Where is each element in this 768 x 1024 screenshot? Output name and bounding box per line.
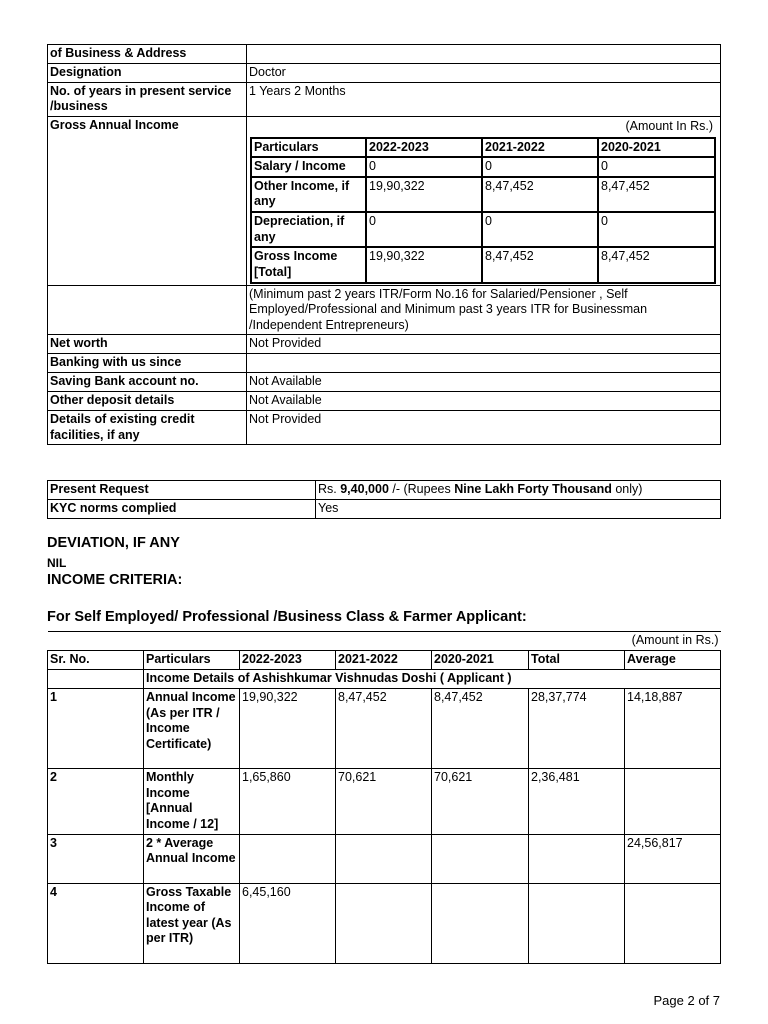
criteria-cell bbox=[432, 883, 529, 963]
income-cell: Depreciation, if any bbox=[251, 212, 366, 247]
criteria-cell: 1,65,860 bbox=[240, 769, 336, 835]
income-cell: 8,47,452 bbox=[598, 247, 715, 282]
income-cell: Gross Income [Total] bbox=[251, 247, 366, 282]
criteria-cell: 70,621 bbox=[432, 769, 529, 835]
income-cell: 8,47,452 bbox=[482, 177, 598, 212]
criteria-cell: 2,36,481 bbox=[529, 769, 625, 835]
profile-value: 1 Years 2 Months bbox=[247, 82, 721, 116]
income-table bbox=[250, 119, 716, 284]
criteria-cell: 70,621 bbox=[336, 769, 432, 835]
criteria-header: Sr. No. bbox=[48, 651, 144, 670]
profile-label: Other deposit details bbox=[48, 392, 247, 411]
itr-note: (Minimum past 2 years ITR/Form No.16 for Salaried/Pensioner , Self Employed/Professional and Minimum past 3 years ITR for Businessman /Independent Entrepreneurs) bbox=[247, 285, 721, 335]
income-criteria-heading: INCOME CRITERIA: bbox=[47, 572, 183, 588]
kyc-label: KYC norms complied bbox=[48, 500, 316, 519]
income-cell: 0 bbox=[366, 212, 482, 247]
income-cell: 0 bbox=[366, 157, 482, 177]
profile-value: Doctor bbox=[247, 63, 721, 82]
criteria-header: 2021-2022 bbox=[336, 651, 432, 670]
section-title: Income Details of Ashishkumar Vishnudas Doshi ( Applicant ) bbox=[144, 670, 721, 689]
deviation-value: NIL bbox=[47, 556, 67, 570]
criteria-cell: 4 bbox=[48, 883, 144, 963]
criteria-cell: 28,37,774 bbox=[529, 689, 625, 769]
profile-value: Not Provided bbox=[247, 335, 721, 354]
criteria-amount-note: (Amount in Rs.) bbox=[48, 632, 721, 651]
itr-note-spacer bbox=[48, 285, 247, 335]
criteria-cell: 24,56,817 bbox=[625, 834, 721, 883]
criteria-cell bbox=[625, 769, 721, 835]
deviation-heading: DEVIATION, IF ANY bbox=[47, 535, 180, 551]
income-cell: Salary / Income bbox=[251, 157, 366, 177]
criteria-cell bbox=[529, 834, 625, 883]
criteria-cell: 8,47,452 bbox=[432, 689, 529, 769]
criteria-cell: 1 bbox=[48, 689, 144, 769]
income-row bbox=[251, 177, 715, 212]
gross-income-label: Gross Annual Income bbox=[48, 116, 247, 285]
criteria-cell: 14,18,887 bbox=[625, 689, 721, 769]
criteria-cell bbox=[432, 834, 529, 883]
profile-value: Not Available bbox=[247, 373, 721, 392]
profile-label: of Business & Address bbox=[48, 45, 247, 64]
profile-value bbox=[247, 45, 721, 64]
table-row bbox=[48, 834, 721, 883]
criteria-cell: Gross Taxable Income of latest year (As per ITR) bbox=[144, 883, 240, 963]
income-cell: 0 bbox=[598, 157, 715, 177]
gross-income-cell bbox=[247, 116, 721, 285]
table-row bbox=[48, 769, 721, 835]
page-number: Page 2 of 7 bbox=[653, 993, 720, 1008]
table-row bbox=[48, 689, 721, 769]
profile-label: Banking with us since bbox=[48, 354, 247, 373]
criteria-cell bbox=[529, 883, 625, 963]
criteria-header: Particulars bbox=[144, 651, 240, 670]
criteria-cell: Monthly Income [Annual Income / 12] bbox=[144, 769, 240, 835]
criteria-cell bbox=[625, 883, 721, 963]
income-row bbox=[251, 212, 715, 247]
kyc-value: Yes bbox=[316, 500, 721, 519]
criteria-header: 2020-2021 bbox=[432, 651, 529, 670]
income-header: 2022-2023 bbox=[366, 138, 482, 158]
profile-label: Details of existing credit facilities, if any bbox=[48, 411, 247, 445]
profile-value: Not Available bbox=[247, 392, 721, 411]
criteria-cell: Annual Income (As per ITR / Income Certificate) bbox=[144, 689, 240, 769]
applicant-profile-table bbox=[47, 44, 721, 445]
self-employed-heading: For Self Employed/ Professional /Business Class & Farmer Applicant: bbox=[47, 609, 527, 625]
criteria-cell bbox=[240, 834, 336, 883]
criteria-cell: 6,45,160 bbox=[240, 883, 336, 963]
income-cell: 0 bbox=[482, 212, 598, 247]
income-header: 2021-2022 bbox=[482, 138, 598, 158]
criteria-cell bbox=[336, 883, 432, 963]
income-cell: Other Income, if any bbox=[251, 177, 366, 212]
criteria-cell: 19,90,322 bbox=[240, 689, 336, 769]
criteria-header: Total bbox=[529, 651, 625, 670]
amount-note: (Amount In Rs.) bbox=[625, 118, 713, 133]
income-cell: 19,90,322 bbox=[366, 177, 482, 212]
profile-label: Designation bbox=[48, 63, 247, 82]
income-header: 2020-2021 bbox=[598, 138, 715, 158]
criteria-cell bbox=[336, 834, 432, 883]
section-spacer bbox=[48, 670, 144, 689]
criteria-header: Average bbox=[625, 651, 721, 670]
income-criteria-table bbox=[47, 631, 721, 964]
profile-label: Saving Bank account no. bbox=[48, 373, 247, 392]
income-cell: 0 bbox=[598, 212, 715, 247]
income-cell: 8,47,452 bbox=[482, 247, 598, 282]
criteria-header: 2022-2023 bbox=[240, 651, 336, 670]
income-cell: 8,47,452 bbox=[598, 177, 715, 212]
income-cell: 0 bbox=[482, 157, 598, 177]
criteria-cell: 3 bbox=[48, 834, 144, 883]
present-request-value: Rs. 9,40,000 /- (Rupees Nine Lakh Forty Thousand only) bbox=[316, 481, 721, 500]
income-header: Particulars bbox=[251, 138, 366, 158]
criteria-cell: 8,47,452 bbox=[336, 689, 432, 769]
request-table bbox=[47, 480, 721, 519]
income-row bbox=[251, 247, 715, 282]
profile-label: Net worth bbox=[48, 335, 247, 354]
profile-value: Not Provided bbox=[247, 411, 721, 445]
income-row bbox=[251, 157, 715, 177]
profile-label: No. of years in present service /business bbox=[48, 82, 247, 116]
income-cell: 19,90,322 bbox=[366, 247, 482, 282]
table-row bbox=[48, 883, 721, 963]
present-request-label: Present Request bbox=[48, 481, 316, 500]
criteria-cell: 2 bbox=[48, 769, 144, 835]
criteria-cell: 2 * Average Annual Income bbox=[144, 834, 240, 883]
profile-value bbox=[247, 354, 721, 373]
